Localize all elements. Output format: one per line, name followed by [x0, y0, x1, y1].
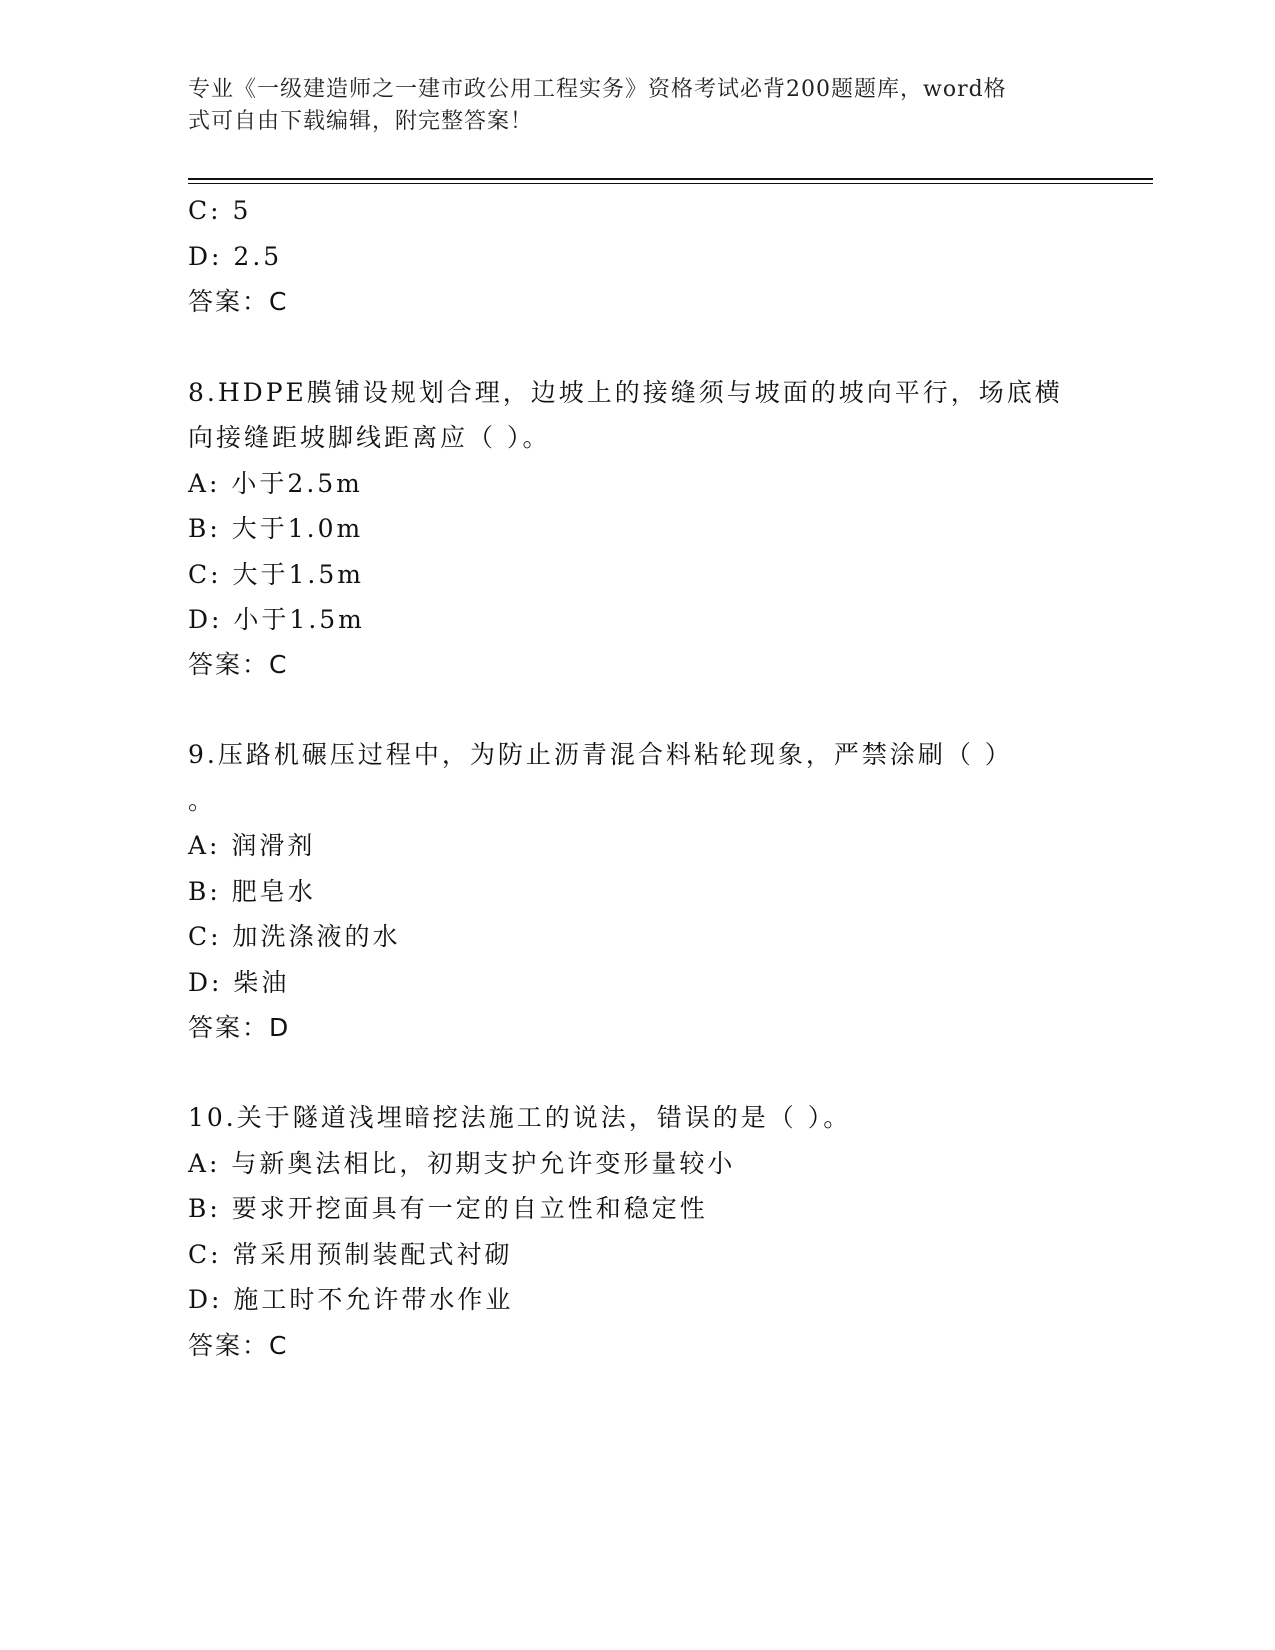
q10-option-d: D: 施工时不允许带水作业 [188, 1285, 514, 1314]
prev-option-c: C: 5 [188, 196, 252, 225]
q8-stem-line-2: 向接缝距坡脚线距离应（ ）。 [188, 423, 551, 452]
prev-option-d: D: 2.5 [188, 242, 283, 271]
q9-stem-line-2: 。 [188, 786, 217, 815]
q8-option-c: C: 大于1.5m [188, 560, 364, 589]
q10-stem-line-1: 10.关于隧道浅埋暗挖法施工的说法，错误的是（ ）。 [188, 1103, 852, 1132]
header-divider-thin [188, 183, 1153, 184]
q8-answer: 答案：C [188, 650, 289, 679]
q10-option-b: B: 要求开挖面具有一定的自立性和稳定性 [188, 1194, 708, 1223]
q8-stem-line-1: 8.HDPE膜铺设规划合理，边坡上的接缝须与坡面的坡向平行，场底横 [188, 378, 1063, 407]
q10-option-a: A: 与新奥法相比，初期支护允许变形量较小 [188, 1149, 736, 1178]
q9-option-b: B: 肥皂水 [188, 877, 316, 906]
q8-option-d: D: 小于1.5m [188, 605, 365, 634]
q9-option-d: D: 柴油 [188, 968, 290, 997]
q9-option-a: A: 润滑剂 [188, 831, 316, 860]
q9-answer: 答案：D [188, 1013, 291, 1042]
q8-option-b: B: 大于1.0m [188, 514, 364, 543]
header-line-2: 式可自由下载编辑，附完整答案！ [188, 109, 534, 134]
page-header [188, 74, 1068, 138]
q8-option-a: A: 小于2.5m [188, 469, 363, 498]
q10-option-c: C: 常采用预制装配式衬砌 [188, 1240, 513, 1269]
q9-option-c: C: 加洗涤液的水 [188, 922, 401, 951]
q10-answer: 答案：C [188, 1331, 289, 1360]
header-line-1: 专业《一级建造师之一建市政公用工程实务》资格考试必背200题题库，word格 [188, 77, 1007, 102]
q9-stem-line-1: 9.压路机碾压过程中，为防止沥青混合料粘轮现象，严禁涂刷（ ） [188, 740, 1013, 769]
header-divider [188, 178, 1153, 180]
prev-answer: 答案：C [188, 287, 289, 316]
